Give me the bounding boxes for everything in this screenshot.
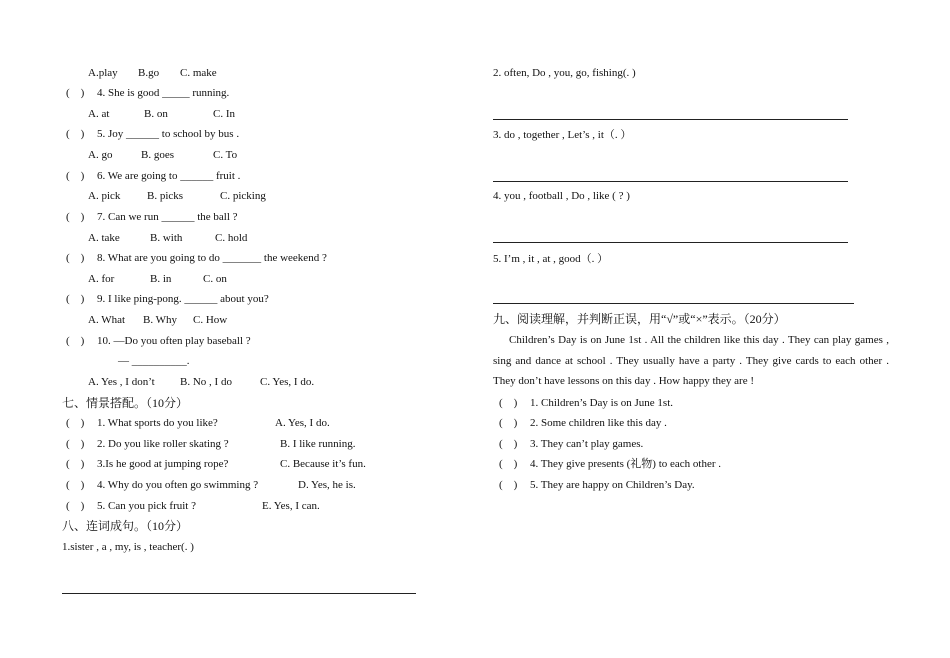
q5-option-b: B. goes: [141, 149, 174, 161]
s9-item1-text: 1. Children’s Day is on June 1st.: [530, 397, 673, 409]
q3-option-c: C. make: [180, 67, 217, 79]
s9-item3-text: 3. They can’t play games.: [530, 438, 644, 450]
s7-row1-question: 1. What sports do you like?: [97, 417, 218, 429]
q9-text: 9. I like ping-pong. ______ about you?: [97, 293, 269, 305]
q9-option-a: A. What: [88, 314, 126, 326]
q3-option-a: A.play: [88, 67, 118, 79]
s9-item4-text: 4. They give presents (礼物) to each other .: [530, 458, 722, 470]
q7-text: 7. Can we run ______ the ball ?: [97, 211, 238, 223]
section8-title: 八、连词成句。（10分）: [62, 519, 189, 533]
s8-q2-answer-line[interactable]: [493, 119, 848, 120]
s8-q4-text: 4. you , football , Do , like ( ? ): [493, 190, 630, 202]
q5-paren[interactable]: ( ): [66, 128, 85, 140]
q9-option-c: C. How: [193, 314, 228, 326]
q8-paren[interactable]: ( ): [66, 252, 85, 264]
s7-row3-answer: C. Because it’s fun.: [280, 458, 366, 470]
s7-row2-question: 2. Do you like roller skating ?: [97, 438, 229, 450]
s7-row1-paren[interactable]: ( ): [66, 417, 85, 429]
s7-row5-answer: E. Yes, I can.: [262, 500, 320, 512]
s7-row5-question: 5. Can you pick fruit ?: [97, 500, 196, 512]
s7-row4-paren[interactable]: ( ): [66, 479, 85, 491]
q8-option-c: C. on: [203, 273, 227, 285]
q9-option-b: B. Why: [143, 314, 178, 326]
s9-item5-paren[interactable]: ( ): [499, 479, 518, 491]
s8-q3-answer-line[interactable]: [493, 181, 848, 182]
q8-option-b: B. in: [150, 273, 172, 285]
s9-item1-paren[interactable]: ( ): [499, 397, 518, 409]
q5-option-a: A. go: [88, 149, 113, 161]
q9-paren[interactable]: ( ): [66, 293, 85, 305]
q10-text: 10. —Do you often play baseball ?: [97, 335, 251, 347]
s7-row4-question: 4. Why do you often go swimming ?: [97, 479, 259, 491]
q10-option-b: B. No , I do: [180, 376, 232, 388]
q10-option-a: A. Yes , I don’t: [88, 376, 155, 388]
q6-paren[interactable]: ( ): [66, 170, 85, 182]
s7-row3-paren[interactable]: ( ): [66, 458, 85, 470]
s8-q4-answer-line[interactable]: [493, 242, 848, 243]
s9-item2-text: 2. Some children like this day .: [530, 417, 667, 429]
section7-title: 七、情景搭配。（10分）: [62, 396, 189, 410]
s8-q1-answer-line[interactable]: [62, 593, 416, 594]
q4-option-c: C. In: [213, 108, 235, 120]
s8-q5-text: 5. I’m , it , at , good（. ）: [493, 253, 609, 265]
s9-item5-text: 5. They are happy on Children’s Day.: [530, 479, 695, 491]
s8-q3-text: 3. do , together , Let’s , it（. ）: [493, 129, 632, 141]
q4-option-b: B. on: [144, 108, 168, 120]
q8-text: 8. What are you going to do _______ the weekend ?: [97, 252, 327, 264]
q6-option-b: B. picks: [147, 190, 184, 202]
s7-row4-answer: D. Yes, he is.: [298, 479, 356, 491]
section9-title: 九、阅读理解，并判断正误，用“√”或“×”表示。（20分）: [493, 312, 786, 326]
q8-option-a: A. for: [88, 273, 115, 285]
s8-q2-text: 2. often, Do , you, go, fishing(. ): [493, 67, 636, 79]
q6-option-c: C. picking: [220, 190, 266, 202]
q5-text: 5. Joy ______ to school by bus .: [97, 128, 240, 140]
reading-passage: Children’s Day is on June 1st . All the children like this day . They can play games , sing and dance at school . They usually have a party . They give cards to each other . They don’t have lessons on this day . How happy they are !: [493, 334, 889, 387]
s8-q5-answer-line[interactable]: [493, 303, 854, 304]
q7-option-b: B. with: [150, 232, 183, 244]
q7-option-a: A. take: [88, 232, 120, 244]
s7-row3-question: 3.Is he good at jumping rope?: [97, 458, 229, 470]
q6-option-a: A. pick: [88, 190, 121, 202]
s7-row2-answer: B. I like running.: [280, 438, 356, 450]
q3-option-b: B.go: [138, 67, 160, 79]
q10-paren[interactable]: ( ): [66, 335, 85, 347]
q6-text: 6. We are going to ______ fruit .: [97, 170, 241, 182]
q4-text: 4. She is good _____ running.: [97, 87, 230, 99]
q10-answer-line[interactable]: — __________.: [118, 355, 190, 367]
q7-paren[interactable]: ( ): [66, 211, 85, 223]
q5-option-c: C. To: [213, 149, 238, 161]
s8-q1-text: 1.sister , a , my, is , teacher(. ): [62, 541, 194, 553]
s7-row2-paren[interactable]: ( ): [66, 438, 85, 450]
s7-row5-paren[interactable]: ( ): [66, 500, 85, 512]
q4-paren[interactable]: ( ): [66, 87, 85, 99]
s9-item4-paren[interactable]: ( ): [499, 458, 518, 470]
q7-option-c: C. hold: [215, 232, 248, 244]
q4-option-a: A. at: [88, 108, 110, 120]
s9-item2-paren[interactable]: ( ): [499, 417, 518, 429]
q10-option-c: C. Yes, I do.: [260, 376, 315, 388]
s9-item3-paren[interactable]: ( ): [499, 438, 518, 450]
s7-row1-answer: A. Yes, I do.: [275, 417, 330, 429]
